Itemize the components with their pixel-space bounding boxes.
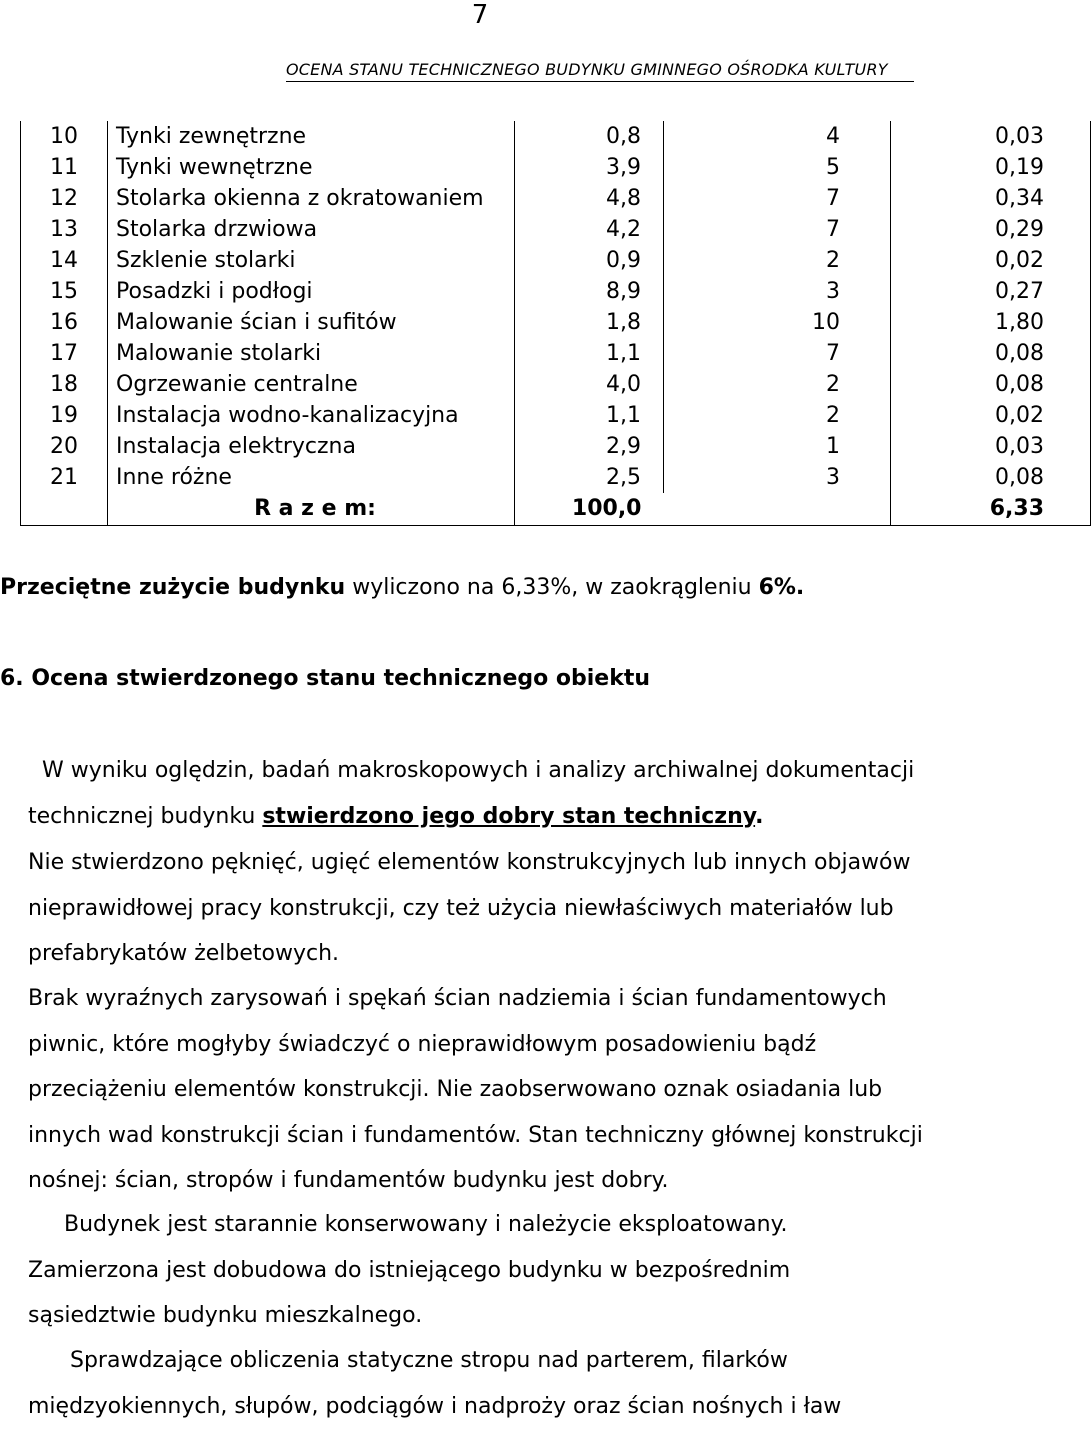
table-row xyxy=(21,400,1091,431)
cell-no: 10 xyxy=(21,121,108,152)
cell-wear: 3 xyxy=(664,462,891,493)
cell-name: Tynki zewnętrzne xyxy=(108,121,515,152)
cell-wear: 5 xyxy=(664,152,891,183)
cell-wear: 3 xyxy=(664,276,891,307)
cell-wear: 10 xyxy=(664,307,891,338)
cell-share: 4,8 xyxy=(515,183,664,214)
running-header: OCENA STANU TECHNICZNEGO BUDYNKU GMINNEGO OŚRODKA KULTURY xyxy=(286,60,888,79)
cell-result: 0,08 xyxy=(891,369,1091,400)
cell-share: 3,9 xyxy=(515,152,664,183)
cell-no: 11 xyxy=(21,152,108,183)
wear-summary xyxy=(0,575,804,600)
total-share: 100,0 xyxy=(515,493,664,526)
cell-wear: 7 xyxy=(664,214,891,245)
cell-wear: 7 xyxy=(664,183,891,214)
table-row xyxy=(21,431,1091,462)
cell-share: 2,5 xyxy=(515,462,664,493)
p3-line-1: Brak wyraźnych zarysowań i spękań ścian nadziemia i ścian fundamentowych xyxy=(28,976,988,1022)
cell-name: Instalacja wodno-kanalizacyjna xyxy=(108,400,515,431)
cell-no: 21 xyxy=(21,462,108,493)
cell-result: 0,02 xyxy=(891,400,1091,431)
cell-result: 0,03 xyxy=(891,431,1091,462)
cell-name: Inne różne xyxy=(108,462,515,493)
cell-share: 2,9 xyxy=(515,431,664,462)
paragraph-2 xyxy=(0,840,988,977)
cell-name: Malowanie stolarki xyxy=(108,338,515,369)
p3-line-3: przeciążeniu elementów konstrukcji. Nie zaobserwowano oznak osiadania lub xyxy=(28,1067,988,1113)
cell-result: 0,34 xyxy=(891,183,1091,214)
p1-emphasis: stwierdzono jego dobry stan techniczny xyxy=(262,804,755,829)
cell-share: 0,8 xyxy=(515,121,664,152)
cell-wear: 2 xyxy=(664,400,891,431)
total-empty-cell xyxy=(21,493,108,526)
p1-line-2-start: technicznej budynku xyxy=(28,804,262,829)
table-row xyxy=(21,307,1091,338)
cell-wear: 1 xyxy=(664,431,891,462)
cell-wear: 2 xyxy=(664,245,891,276)
cell-result: 0,02 xyxy=(891,245,1091,276)
cell-name: Instalacja elektryczna xyxy=(108,431,515,462)
cell-no: 18 xyxy=(21,369,108,400)
p4-line-3: sąsiedztwie budynku mieszkalnego. xyxy=(0,1293,960,1339)
cell-name: Ogrzewanie centralne xyxy=(108,369,515,400)
summary-middle: wyliczono na 6,33%, w zaokrągleniu xyxy=(345,575,758,600)
cell-result: 0,08 xyxy=(891,462,1091,493)
cell-share: 1,8 xyxy=(515,307,664,338)
cell-name: Tynki wewnętrzne xyxy=(108,152,515,183)
cell-result: 0,08 xyxy=(891,338,1091,369)
cell-no: 17 xyxy=(21,338,108,369)
cell-result: 0,19 xyxy=(891,152,1091,183)
paragraph-4 xyxy=(0,1202,960,1339)
table-row xyxy=(21,183,1091,214)
p1-line-2-end: . xyxy=(755,804,763,829)
cell-result: 0,27 xyxy=(891,276,1091,307)
p2-line-2: nieprawidłowej pracy konstrukcji, czy też użycia niewłaściwych materiałów lub xyxy=(28,886,988,932)
cell-name: Malowanie ścian i sufitów xyxy=(108,307,515,338)
paragraph-3 xyxy=(0,976,988,1204)
cell-no: 12 xyxy=(21,183,108,214)
cell-no: 14 xyxy=(21,245,108,276)
cell-name: Posadzki i podłogi xyxy=(108,276,515,307)
p1-line-1: W wyniku oględzin, badań makroskopowych i analizy archiwalnej dokumentacji xyxy=(0,748,960,794)
table-row xyxy=(21,369,1091,400)
cell-wear: 7 xyxy=(664,338,891,369)
cell-share: 4,2 xyxy=(515,214,664,245)
p3-line-5: nośnej: ścian, stropów i fundamentów budynku jest dobry. xyxy=(28,1158,988,1204)
table-row xyxy=(21,462,1091,493)
table-row xyxy=(21,152,1091,183)
cell-wear: 2 xyxy=(664,369,891,400)
p4-line-2: Zamierzona jest dobudowa do istniejącego budynku w bezpośrednim xyxy=(0,1248,960,1294)
cell-result: 0,29 xyxy=(891,214,1091,245)
p3-line-4: innych wad konstrukcji ścian i fundamentów. Stan techniczny głównej konstrukcji xyxy=(28,1113,988,1159)
cell-no: 20 xyxy=(21,431,108,462)
wear-table xyxy=(20,121,1091,526)
cell-no: 13 xyxy=(21,214,108,245)
p2-line-1: Nie stwierdzono pęknięć, ugięć elementów konstrukcyjnych lub innych objawów xyxy=(28,840,988,886)
cell-no: 19 xyxy=(21,400,108,431)
cell-name: Stolarka okienna z okratowaniem xyxy=(108,183,515,214)
cell-wear: 4 xyxy=(664,121,891,152)
section-heading: 6. Ocena stwierdzonego stanu technicznego obiektu xyxy=(0,666,650,691)
cell-share: 0,9 xyxy=(515,245,664,276)
cell-share: 8,9 xyxy=(515,276,664,307)
p5-line-2: międzyokiennych, słupów, podciągów i nadproży oraz ścian nośnych i ław xyxy=(0,1384,960,1429)
summary-bold-start: Przeciętne zużycie budynku xyxy=(0,575,345,600)
cell-name: Stolarka drzwiowa xyxy=(108,214,515,245)
cell-share: 1,1 xyxy=(515,400,664,431)
cell-name: Szklenie stolarki xyxy=(108,245,515,276)
table-row xyxy=(21,338,1091,369)
total-empty-cell xyxy=(664,493,891,526)
cell-result: 0,03 xyxy=(891,121,1091,152)
p3-line-2: piwnic, które mogłyby świadczyć o nieprawidłowym posadowieniu bądź xyxy=(28,1022,988,1068)
table-row xyxy=(21,245,1091,276)
header-rule xyxy=(286,81,914,82)
total-result: 6,33 xyxy=(891,493,1091,526)
p5-line-1: Sprawdzające obliczenia statyczne stropu nad parterem, filarków xyxy=(0,1338,960,1384)
paragraph-1 xyxy=(0,748,960,839)
total-label: R a z e m: xyxy=(108,493,515,526)
p1-line-2 xyxy=(0,794,960,840)
cell-no: 15 xyxy=(21,276,108,307)
cell-result: 1,80 xyxy=(891,307,1091,338)
cell-share: 4,0 xyxy=(515,369,664,400)
page-number: 7 xyxy=(0,0,960,30)
summary-bold-end: 6%. xyxy=(759,575,805,600)
paragraph-5 xyxy=(0,1338,960,1429)
p4-line-1: Budynek jest starannie konserwowany i należycie eksploatowany. xyxy=(0,1202,960,1248)
p2-line-3: prefabrykatów żelbetowych. xyxy=(28,931,988,977)
cell-share: 1,1 xyxy=(515,338,664,369)
table-row xyxy=(21,214,1091,245)
table-row xyxy=(21,121,1091,152)
table-total-row xyxy=(21,493,1091,526)
cell-no: 16 xyxy=(21,307,108,338)
table-row xyxy=(21,276,1091,307)
